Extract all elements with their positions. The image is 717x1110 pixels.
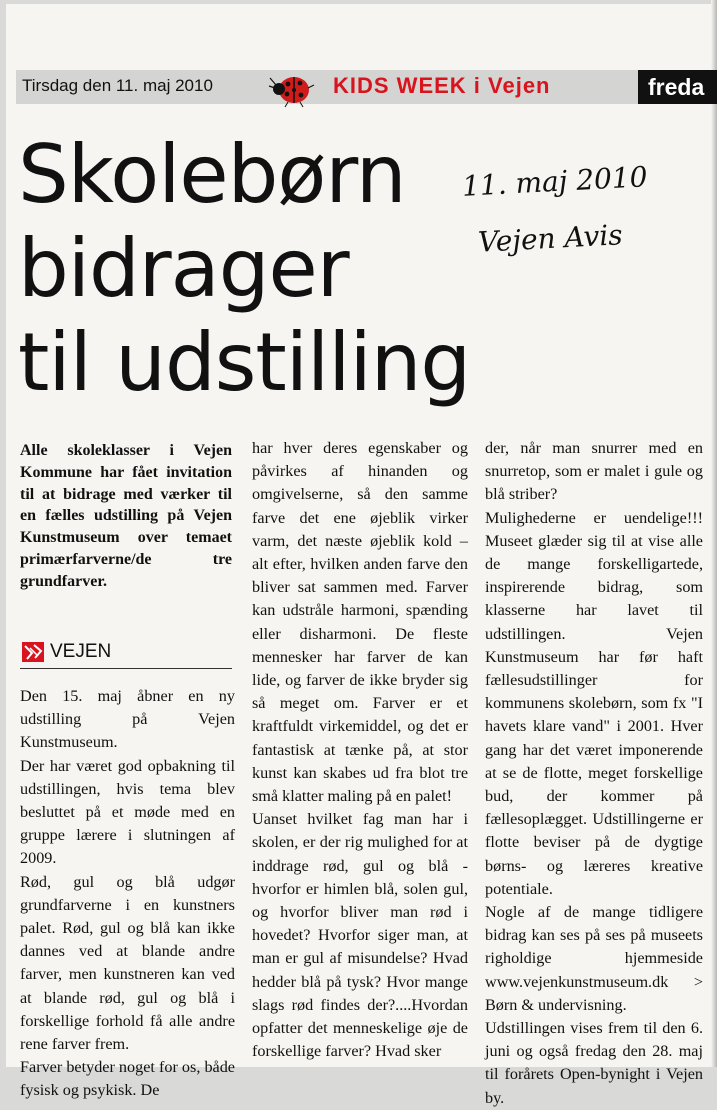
headline-line-3: til udstilling: [18, 316, 471, 409]
paragraph: Nogle af de mange tidligere bidrag kan ses på ses på museets righoldige hjemmeside www.vejenkunstmuseum.dk > Børn & undervisning.: [485, 903, 703, 1014]
vejen-logo-icon: [22, 642, 44, 662]
article-column-3: [485, 437, 703, 1110]
article-column-1: [20, 685, 235, 1103]
headline-line-1: Skolebørn: [18, 128, 406, 221]
headline-line-2: bidrager: [18, 222, 349, 315]
paragraph: der, når man snurrer med en snurretop, som er malet i gule og blå striber?: [485, 439, 703, 504]
paragraph: Rød, gul og blå udgør grundfarverne i en kunstners palet. Rød, gul og blå kan ikke dannes ved at blande andre farver, men kunstneren kan ved at blande rød, gul og blå i forskellige forhold få alle andre rene farver frem.: [20, 872, 235, 1054]
location-dateline: [20, 640, 232, 669]
paragraph: Mulighederne er uendelige!!! Museet glæder sig til at vise alle de mange forskelligartede, inspirerende bidrag, som klasserne har lavet til udstillingen. Vejen Kunstmuseum har før haft fællesudstillinger for kommunens skolebørn, som fx "I havets klare vand" i 2001. Hver gang har det været imponerende at se de flotte, meget forskellige bud, der kommer på fællesoplægget. Udstillingerne er flotte beviser på de dygtige børns- og læreres kreative potentiale.: [485, 508, 703, 898]
next-page-tab: freda: [638, 70, 717, 104]
paragraph: Uanset hvilket fag man har i skolen, er der rig mulighed for at inddrage rød, gul og blå - hvorfor er himlen blå, solen gul, og hvorfor bliver man rød i hovedet? Hvorfor siger man, at man er gul af misundelse? Hvad hedder blå på tysk? Hvor mange slags rød findes der?....Hvordan opfatter det menneskelige øje de forskellige farver? Hvad sker: [252, 810, 468, 1061]
handwritten-date: 11. maj 2010: [461, 160, 649, 203]
paragraph: Udstillingen vises frem til den 6. juni og også fredag den 28. maj til forårets Open-bynight i Vejen by.: [485, 1019, 703, 1107]
paragraph: Farver betyder noget for os, både fysisk og psykisk. De: [20, 1058, 235, 1100]
paragraph: Den 15. maj åbner en ny udstilling på Vejen Kunstmuseum.: [20, 687, 235, 752]
handwritten-source: Vejen Avis: [477, 218, 624, 259]
headline: [18, 128, 498, 410]
issue-date: Tirsdag den 11. maj 2010: [22, 76, 213, 95]
ladybug-icon: [268, 68, 318, 108]
lead-paragraph: Alle skoleklasser i Vejen Kommune har fået invitation til at bidrage med værker til en fælles udstilling på Vejen Kunstmuseum over temaet primærfarverne/de tre grundfarver.: [20, 442, 232, 590]
article-column-2: [252, 437, 468, 1063]
section-title: KIDS WEEK i Vejen: [333, 73, 551, 98]
paragraph: Der har været god opbakning til udstillingen, hvis tema blev besluttet på et møde med en gruppe lærere i slutningen af 2009.: [20, 756, 235, 868]
paper-edge: [711, 0, 717, 1067]
location-name: VEJEN: [50, 641, 112, 662]
paragraph: har hver deres egenskaber og påvirkes af hinanden og omgivelserne, så den samme farve det ene øjeblik virker varm, det næste øjeblik kold – alt efter, hvilken anden farve den bliver sat sammen med. Farver kan udstråle harmoni, spænding eller disharmoni. De fleste mennesker har farver de kan lide, og farver de ikke bryder sig så meget om. Farver er et kraftfuldt virkemiddel, og det er fantastisk at tænke på, at stor kunst kan skabes ud fra blot tre små klatter maling på en palet!: [252, 439, 468, 806]
